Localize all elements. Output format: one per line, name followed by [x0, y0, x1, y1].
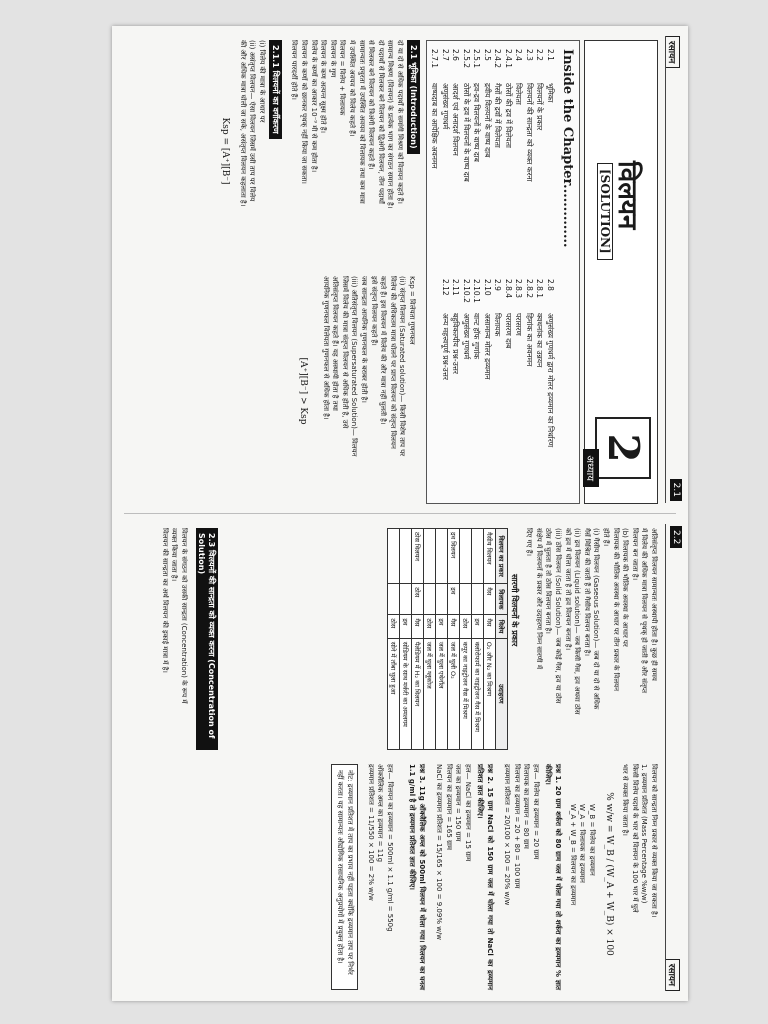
toc-item-title: अणुसंख्य गुणधर्म द्वारा मोलर द्रव्यमान का निर्धारण	[546, 313, 555, 448]
solution-2-line: जल का द्रव्यमान = 150 ग्राम	[454, 764, 463, 842]
toc-item-title: असामान्य मोलर द्रव्यमान	[483, 313, 492, 380]
table-cell	[460, 584, 472, 615]
solution-1	[502, 764, 540, 990]
toc-item-number: 2.8.4	[504, 279, 513, 299]
toc-item	[450, 49, 461, 265]
solution-1-line: द्रव्यमान प्रतिशत = 20/100 × 100 = 20% w/w	[503, 764, 512, 906]
intro-section-bar: 2.1 भूमिका (Introduction)	[407, 40, 420, 154]
toc-item-number: 2.5	[483, 49, 492, 61]
chapter-label: अध्याय	[583, 449, 599, 487]
saturation-line: जिसमें विलेय की मात्रा संतृप्त विलयन से अधिक होती है, उसे	[340, 276, 349, 429]
header-rule-right	[665, 524, 666, 991]
toc-item-title: ठोसों के द्रव में विलयनों के वाष्प दाब	[462, 83, 471, 182]
table-cell: O₂ और N₂ का मिश्रण	[484, 638, 496, 749]
intro-line: विलेय के कणों का आकार 10⁻⁹ मी से कम होता है।	[309, 40, 318, 173]
intro-line: विलयन के गुण	[328, 40, 337, 78]
table-cell: ठोस	[412, 584, 424, 615]
ksp-inequality: [A⁺][B⁻] > Ksp	[298, 357, 308, 425]
toc-item	[503, 49, 514, 265]
solution-3-line: द्रव्यमान प्रतिशत = 11/550 × 100 = 2% w/w	[366, 764, 375, 901]
table-cell	[460, 529, 472, 584]
solution-types-line: में विलेय की अधिक मात्रा विलयन से पृथक् हो जाती है और संतृप्त	[640, 528, 649, 694]
solution-types-line: (ii) द्रव विलयन (Liquid solution)— जब किसी गैस, द्रव अथवा ठोस	[573, 528, 582, 715]
toc-item-number: 2.10.2	[462, 279, 471, 303]
intro-line: सामान्यतः प्रचुरता में उपस्थित अवयव को विलायक तथा कम मात्रा	[357, 40, 366, 204]
solution-types-line: दिए गए हैं।	[525, 528, 534, 557]
toc-item-number: 2.10.1	[472, 279, 482, 303]
toc-item	[440, 279, 451, 495]
toc-item-title: गैसों की द्रवों में विलेयता	[493, 83, 503, 148]
saturation-line: विलेय की अधिकतम मात्रा घोलने पर प्राप्त विलयन को संतृप्त विलयन	[388, 276, 397, 449]
table-cell: द्रव	[448, 584, 460, 615]
solution-1-line: विलयन का द्रव्यमान = 20 + 80 = 100 ग्राम	[512, 764, 521, 889]
intro-paragraph	[289, 40, 404, 262]
classification-line: की और अधिक मात्रा घोली जा सके, असंतृप्त विलयन कहलाता है।	[238, 40, 247, 207]
toc-item-number: 2.1	[546, 49, 555, 61]
solution-1-line: हल— विलेय का द्रव्यमान = 20 ग्राम	[532, 764, 540, 860]
toc-item-title: विलेयता	[514, 83, 524, 105]
toc-item	[471, 279, 482, 495]
solution-types-line: विलायक की भौतिक अवस्था के आधार पर तीन प्रकार के विलयन	[611, 528, 620, 692]
classification-section-bar: 2.1.1 विलयनों का वर्गीकरण	[269, 40, 282, 139]
solution-2-line: हल— NaCl का द्रव्यमान = 15 ग्राम	[464, 764, 472, 862]
saturation-line: (iii) अतिसंतृप्त विलयन (Supersaturated Solution)— विलयन	[350, 276, 359, 457]
toc-item-title: अन्य महत्त्वपूर्ण प्रश्न-उत्तर	[441, 313, 450, 380]
saturation-line: अतिसंतृप्त विलयन कहते हैं। यह अस्थायी होता है तथा	[331, 276, 340, 411]
table-row	[412, 529, 424, 750]
toc-item	[545, 49, 556, 265]
question-2: प्रश्न 2. 15 ग्राम NaCl को 150 ग्राम जल में घोला गया तो NaCl का द्रव्यमान प्रतिशत ज्ञात कीजिए।	[476, 764, 494, 990]
intro-line: सामान्य मिश्रण (विलयन) के प्रत्येक भाग का संगठन समान होता है।	[386, 40, 395, 209]
question-3: प्रश्न 3. 11g ऑक्जैलिक अम्ल को 500ml विलयन में घोला गया। विलयन का घनत्व 1.1 g/ml है तो द्रव्यमान प्रतिशत ज्ञात कीजिए।	[408, 764, 426, 990]
table-header-row	[496, 529, 508, 750]
solution-1-line: विलायक का द्रव्यमान = 80 ग्राम	[522, 764, 531, 849]
toc-item	[534, 49, 545, 265]
solution-types-line: संक्षेप में विलयनों के प्रकार और उदाहरण निम्न सारणी में	[534, 528, 543, 669]
concentration-line: विलयन के संगठन को उसकी सान्द्रता (Concentration) के रूप में	[180, 528, 188, 704]
mass-percentage-line: किसी विलेय पदार्थ के भार को विलयन के 100 भार में घुले	[630, 764, 639, 913]
toc-item-number: 2.11	[451, 279, 461, 296]
toc-item-title: ठोसों की द्रव में विलेयता	[504, 83, 513, 148]
toc-item	[534, 279, 545, 495]
intro-line: विलयन के कणों को छानकर पृथक् नहीं किया जा सकता।	[300, 40, 309, 184]
table-cell: ठोस	[424, 615, 436, 638]
toc-item	[429, 49, 440, 265]
table-cell: पैलेडियम में H₂ का विलयन	[412, 638, 424, 749]
left-page	[112, 26, 688, 513]
table-cell: द्रव	[436, 615, 448, 638]
table-cell: ठोस	[388, 615, 400, 638]
table-cell: द्रव विलयन	[448, 529, 460, 584]
table-cell	[436, 529, 448, 584]
header-rule	[665, 36, 666, 503]
solution-types-paragraph	[524, 528, 658, 750]
table-cell	[436, 584, 448, 615]
toc-item	[503, 279, 514, 495]
toc-item-number: 2.4.1	[504, 49, 513, 69]
table-row	[448, 529, 460, 750]
concentration-section-bar: 2.3 विलयनों की सान्द्रता को व्यक्त करना (Concentration of Solution)	[196, 528, 218, 750]
saturation-line: (ii) संतृप्त विलयन (Saturated solution)— किसी विशेष ताप पर	[398, 276, 407, 457]
table-cell: गैसीय विलयन	[484, 529, 496, 584]
solution-types-line: होते हैं।	[602, 528, 611, 547]
table-header-cell: विलायक	[496, 584, 508, 615]
toc-item-number: 2.4	[514, 49, 524, 61]
toc-item-title: द्रव-द्रव विलयनों के वाष्प दाब	[472, 83, 482, 162]
toc-item	[513, 279, 524, 495]
solution-types-line: (b) विलायक की भौतिक अवस्था के आधार पर	[621, 528, 630, 647]
intro-line: दो पदार्थों से मिलकर बने विलयन को द्विअंगी विलयन, तीन पदार्थों	[376, 40, 385, 204]
chapter-title-box	[584, 40, 658, 504]
toc-item-title: विलयनों के प्रकार	[535, 83, 545, 131]
table-row	[484, 529, 496, 750]
table-cell	[400, 529, 412, 584]
toc-item	[492, 49, 503, 265]
toc-item-number: 2.8.1	[535, 279, 545, 299]
solution-types-line: ठोस में घुलता है तो ठोस विलयन बनता है।	[544, 528, 553, 634]
toc-item	[450, 279, 461, 495]
concentration-line: विलयन की सान्द्रता का अर्थ विलयन की इकाई मात्रा में है।	[160, 528, 169, 673]
intro-line: विलयन पारदर्शी होते हैं।	[290, 40, 299, 100]
toc-item	[513, 49, 524, 265]
table-cell: सोडियम के साथ मर्करी का अमलगम	[400, 638, 412, 749]
table-cell: जल में घुली O₂	[448, 638, 460, 749]
note-box: नोट: द्रव्यमान प्रतिशत में ताप का प्रभाव नहीं पड़ता क्योंकि द्रव्यमान ताप पर निर्भर नहीं करता। यह सामान्यतः औद्योगिक रासायनिक अनुप्रयोगों में प्रयुक्त होता है।	[331, 764, 358, 990]
saturation-line: आयनिक गुणनफल विलेयता गुणनफल से अधिक होता है।	[321, 276, 330, 420]
table-row	[436, 529, 448, 750]
table-header-cell: उदाहरण	[496, 638, 508, 749]
toc-item-title: हिमांक का अवनमन	[525, 313, 534, 367]
solution-types-line: अतिसंतृप्त विलयन सामान्यतः अस्थायी होता है। कुछ ही समय	[650, 528, 658, 681]
table-cell	[388, 584, 400, 615]
solution-2-line: विलयन का द्रव्यमान = 165 ग्राम	[444, 764, 453, 850]
toc-item	[461, 49, 472, 265]
table-cell	[424, 584, 436, 615]
table-cell	[472, 584, 484, 615]
toc-item-number: 2.12	[441, 279, 450, 296]
mass-percentage-formula: % w/w = W_B / (W_A + W_B) × 100	[604, 792, 614, 956]
toc-item	[545, 279, 556, 495]
toc-item-number: 2.8.3	[514, 279, 524, 299]
toc-item-title: विलायक	[493, 313, 503, 337]
toc-item-title: भूमिका	[546, 83, 555, 103]
table-cell: जल में घुला एथेनॉल	[436, 638, 448, 749]
table-cell: गैस	[484, 584, 496, 615]
toc-item-title: परासरण	[514, 313, 524, 336]
solution-types-table	[387, 528, 508, 750]
toc-item-title: द्रवीय विलयनों के वाष्प दाब	[483, 83, 492, 158]
table-cell: गैस	[448, 615, 460, 638]
solution-2-line: NaCl का द्रव्यमान प्रतिशत = 15/165 × 100 = 9.09% w/w	[435, 764, 444, 941]
intro-line: में उपस्थित अवयव को विलेय कहते हैं।	[348, 40, 357, 137]
toc-item-number: 2.7	[441, 49, 450, 61]
solution-3	[365, 764, 394, 990]
toc-item	[482, 49, 493, 265]
toc-item-number: 2.7.1	[430, 49, 440, 69]
table-cell	[400, 584, 412, 615]
variable-definitions	[567, 804, 596, 984]
toc-item-title: अणुसंख्य गुणधर्म	[462, 313, 471, 360]
table-cell	[424, 529, 436, 584]
classification-line: (ii) असंतृप्त विलयन— ऐसा विलयन जिसमें उसी ताप पर विलेय	[248, 40, 257, 202]
scanned-page	[112, 26, 688, 1001]
solution-2	[434, 764, 472, 990]
toc-item-title: वाष्पदाब का आपेक्षिक अवनमन	[430, 83, 440, 169]
saturation-paragraph	[320, 276, 416, 502]
toc-item-title: परासरण दाब	[504, 313, 513, 349]
toc-item	[524, 49, 535, 265]
toc-item	[471, 49, 482, 265]
table-cell: गैस	[412, 615, 424, 638]
intro-line: दो या दो से अधिक पदार्थों के समांगी मिश्रण को विलयन कहते हैं।	[396, 40, 404, 204]
table-cell: द्रव	[472, 615, 484, 638]
toc-item-title: क्वथनांक का उन्नयन	[535, 313, 545, 368]
rotated-spread	[112, 26, 688, 1001]
table-cell: सोने में ताँबा घुला हुआ	[388, 638, 400, 749]
toc-item-title: विलयनों की सान्द्रता को व्यक्त करना	[525, 83, 534, 182]
toc-item-number: 2.8.2	[525, 279, 534, 299]
toc-item-number: 2.3	[525, 49, 534, 61]
right-page	[112, 514, 688, 1001]
concentration-paragraph	[159, 528, 188, 750]
table-row	[388, 529, 400, 750]
table-cell	[472, 529, 484, 584]
table-cell: द्रव	[400, 615, 412, 638]
solution-3-line: ऑक्जैलिक अम्ल का द्रव्यमान = 11g	[376, 764, 385, 863]
table-row	[424, 529, 436, 750]
inside-heading: Inside the Chapter..............	[560, 49, 575, 248]
toc-item	[492, 279, 503, 495]
intro-line: विलयन = विलेय + विलायक	[338, 40, 347, 116]
variable-line: W_B = विलेय का द्रव्यमान	[588, 804, 596, 876]
chapter-subtitle: [SOLUTION]	[597, 163, 613, 260]
ksp-formula: Ksp = [A⁺][B⁻]	[220, 117, 230, 185]
saturation-line: कहते हैं। इस विलयन में विलेय की और मात्रा नहीं घुलती है।	[379, 276, 388, 425]
toc-item-number: 2.2	[535, 49, 545, 61]
table-row	[472, 529, 484, 750]
table-cell	[388, 529, 400, 584]
variable-line: W_A = विलायक का द्रव्यमान	[578, 804, 587, 883]
left-running-header: रसायन	[665, 36, 680, 68]
toc-item-number: 2.5.2	[462, 49, 471, 69]
toc-item	[524, 279, 535, 495]
mass-percentage-paragraph	[620, 764, 658, 990]
toc-list	[431, 49, 555, 495]
right-running-header: रसायन	[665, 959, 680, 991]
table-row	[400, 529, 412, 750]
toc-item-number: 2.8	[546, 279, 555, 291]
chapter-title: विलयन	[612, 161, 642, 230]
table-title: सारणी विलयनों के प्रकार	[510, 574, 519, 647]
saturation-line: जब सान्द्रता आयनिक गुणनफल के बराबर होती है।	[360, 276, 369, 403]
classification-line: (i) विलेय की मात्रा के आधार पर	[258, 40, 266, 123]
solution-types-line: गैसें मिश्रित की जाती हैं तो गैसीय विलयन बनता है।	[582, 528, 591, 656]
toc-item-title: आदर्श एवं अनादर्श विलयन	[451, 83, 461, 156]
solution-types-line: (iii) ठोस विलयन (Solid Solution)— जब कोई गैस, द्रव या ठोस	[554, 528, 563, 704]
table-cell: गैस	[484, 615, 496, 638]
solution-3-line: हल— विलयन का द्रव्यमान = 500ml × 1.1 g/ml = 550g	[386, 764, 394, 932]
toc-item	[482, 279, 493, 495]
toc-item-number: 2.4.2	[493, 49, 503, 69]
toc-item	[461, 279, 472, 495]
left-page-number: 2.1	[670, 479, 682, 501]
toc-item	[440, 49, 451, 265]
solution-types-line: को द्रव में घोला जाता है तो द्रव विलयन बनता है।	[563, 528, 572, 651]
solution-types-line: विलयन बन जाता है।	[630, 528, 639, 581]
table-row	[460, 529, 472, 750]
table-header-cell: विलयन का प्रकार	[496, 529, 508, 584]
toc-item-number: 2.6	[451, 49, 461, 61]
intro-line: से मिलकर बने विलयन को त्रिअंगी विलयन कहते हैं।	[367, 40, 376, 170]
intro-line: विलयन के कण अत्यन्त सूक्ष्म होते हैं।	[319, 40, 328, 134]
toc-item-title: अणुसंख्य गुणधर्म	[441, 83, 450, 130]
toc-item-title: बहुविकल्पीय प्रश्न-उत्तर	[451, 313, 461, 374]
classification-paragraph	[237, 40, 266, 262]
table-header-cell: विलेय	[496, 615, 508, 638]
right-page-number: 2.2	[670, 526, 682, 548]
table-cell: कपूर का नाइट्रोजन गैस में मिश्रण	[460, 638, 472, 749]
toc-item-number: 2.9	[493, 279, 503, 291]
question-1: प्रश्न 1. 20 ग्राम शर्करा को 80 ग्राम जल में घोला गया तो शर्करा का द्रव्यमान % ज्ञात कीजिए।	[544, 764, 562, 990]
mass-percentage-line: भार से व्यक्त किया जाता है।	[621, 764, 630, 836]
table-cell: ठोस	[460, 615, 472, 638]
table-cell: ठोस विलयन	[412, 529, 424, 584]
mass-percentage-line: 1. द्रव्यमान प्रतिशत (Mass Percentage %w/w)	[640, 764, 649, 904]
chapter-number: 2	[595, 417, 651, 479]
mass-percentage-line: विलयन को सान्द्रता निम्न प्रकार से व्यक्त किया जा सकता है।	[650, 764, 658, 918]
solution-types-line: (i) गैसीय विलयन (Gaseous Solution)— जब दो या दो से अधिक	[592, 528, 601, 710]
table-cell: जल में घुला ग्लूकोज	[424, 638, 436, 749]
table-cell: क्लोरोफार्म का नाइट्रोजन गैस में मिश्रण	[472, 638, 484, 749]
toc-item-number: 2.5.1	[472, 49, 482, 69]
toc-item-number: 2.10	[483, 279, 492, 296]
saturation-line: Ksp = विलेयता गुणनफल	[408, 276, 416, 345]
variable-line: W_A + W_B = विलयन का द्रव्यमान	[568, 804, 577, 906]
saturation-line: इसे संतृप्त विलयन कहते हैं।	[369, 276, 378, 346]
concentration-line: व्यक्त किया जाता है।	[170, 528, 179, 582]
toc-item-title: वान्ट हॉफ गुणांक	[472, 313, 482, 360]
inside-chapter-box	[426, 40, 580, 504]
